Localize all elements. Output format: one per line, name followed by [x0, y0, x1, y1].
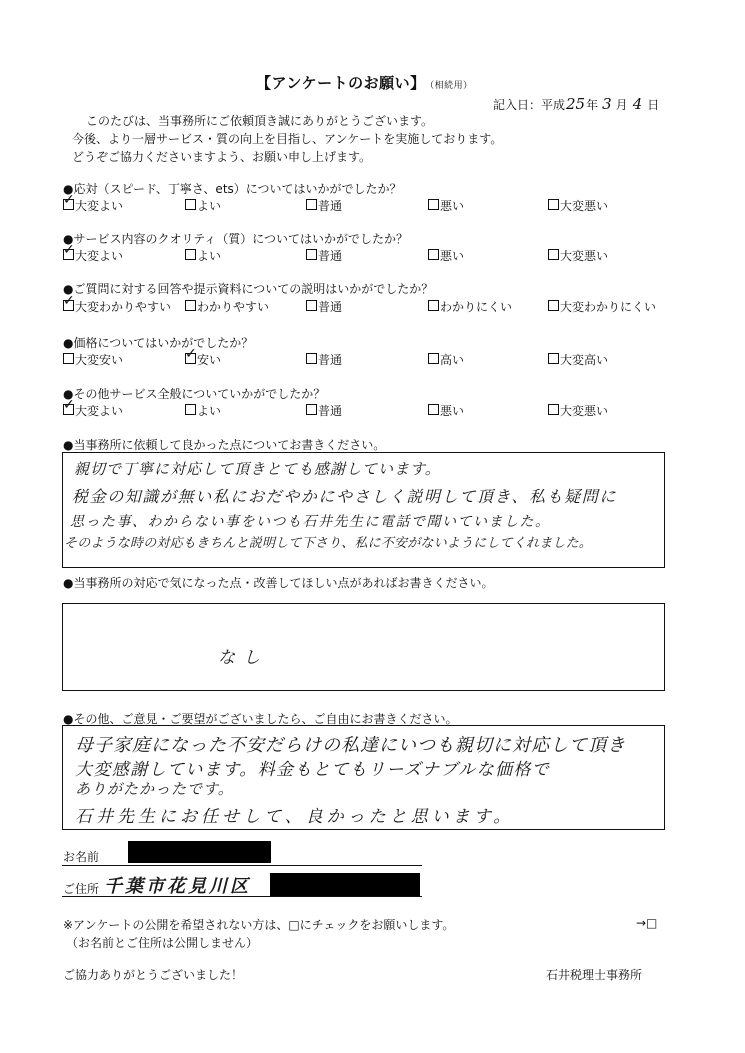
other-heading: ●その他、ご意見・ご要望がございましたら、ご自由にお書きください。 [63, 712, 458, 726]
question-3: ●ご質問に対する回答や提示資料についての説明はいかがでしたか？ [63, 282, 434, 296]
address-underline [62, 896, 422, 897]
name-label: お名前 [63, 850, 100, 864]
q2-option-5[interactable]: 大変悪い [548, 247, 608, 264]
date-day-unit: 日 [647, 98, 660, 112]
publication-optout-checkbox[interactable]: →□ [636, 916, 658, 930]
q3-option-3[interactable]: 普通 [306, 298, 342, 315]
checkbox[interactable] [185, 300, 196, 311]
checkbox-checked[interactable] [63, 249, 74, 260]
publication-note-sub: （お名前とご住所は公開しません） [66, 936, 259, 950]
thanks-text: ご協力ありがとうございました！ [63, 968, 244, 982]
checkbox-checked[interactable] [63, 199, 74, 210]
office-name: 石井税理士事務所 [546, 968, 643, 982]
other-line-2: 大変感謝しています。料金もとてもリーズナブルな価格で [75, 760, 551, 780]
checkbox-checked[interactable] [185, 353, 196, 364]
other-line-1: 母子家庭になった不安だらけの私達にいつも親切に対応して頂き [75, 735, 626, 756]
q2-option-3[interactable]: 普通 [306, 247, 342, 264]
checkbox[interactable] [548, 199, 559, 210]
name-redaction [128, 841, 271, 863]
improvements-answer: なし [218, 648, 268, 668]
title-subtitle: （相続用） [429, 81, 473, 91]
q3-option-1[interactable]: ✓大変わかりやすい [63, 298, 171, 315]
checkbox[interactable] [306, 300, 317, 311]
q2-option-4[interactable]: 悪い [428, 247, 464, 264]
publication-note: ※アンケートの公開を希望されない方は、□にチェックをお願いします。 [63, 918, 455, 932]
title-text: 【アンケートのお願い】 [256, 74, 426, 92]
question-2-options [63, 247, 683, 263]
q5-option-1[interactable]: ✓大変よい [63, 402, 123, 419]
checkbox[interactable] [306, 353, 317, 364]
checkbox-checked[interactable] [63, 404, 74, 415]
question-3-options [63, 298, 683, 314]
q1-option-1[interactable]: ✓大変よい [63, 197, 123, 214]
q2-option-2[interactable]: よい [185, 247, 221, 264]
q1-option-3[interactable]: 普通 [306, 197, 342, 214]
q5-option-5[interactable]: 大変悪い [548, 402, 608, 419]
q3-option-2[interactable]: わかりやすい [185, 298, 269, 315]
q1-option-2[interactable]: よい [185, 197, 221, 214]
q3-option-4[interactable]: わかりにくい [428, 298, 512, 315]
q4-option-4[interactable]: 高い [428, 351, 464, 368]
checkbox[interactable] [428, 353, 439, 364]
q1-option-5[interactable]: 大変悪い [548, 197, 608, 214]
question-4-options [63, 351, 683, 367]
good-points-heading: ●当事務所に依頼して良かった点についてお書きください。 [63, 438, 386, 452]
checkbox[interactable] [428, 404, 439, 415]
intro-line-2: 今後、より一層サービス・質の向上を目指し、アンケートを実施しております。 [72, 132, 503, 146]
q4-option-1[interactable]: 大変安い [63, 351, 123, 368]
date-year-unit: 年 [586, 98, 599, 112]
q5-option-2[interactable]: よい [185, 402, 221, 419]
date-label: 記入日：平成 [493, 98, 566, 112]
checkbox[interactable] [548, 300, 559, 311]
checkbox-checked[interactable] [63, 300, 74, 311]
checkbox[interactable] [428, 300, 439, 311]
improvements-box[interactable] [62, 603, 665, 691]
other-line-4: 石井先生にお任せして、良かったと思います。 [75, 807, 515, 827]
q4-option-5[interactable]: 大変高い [548, 351, 608, 368]
address-redaction [270, 873, 420, 896]
checkbox[interactable] [428, 199, 439, 210]
question-5: ●その他サービス全般についていかがでしたか？ [63, 387, 326, 401]
q1-option-4[interactable]: 悪い [428, 197, 464, 214]
date-year: 25 [566, 95, 586, 113]
q4-option-2[interactable]: ✓ 安い [185, 351, 221, 368]
question-1: ●応対（スピード、丁寧さ、ets）についてはいかがでしたか？ [63, 182, 402, 196]
name-underline [62, 865, 422, 866]
checkbox[interactable] [185, 199, 196, 210]
q5-option-4[interactable]: 悪い [428, 402, 464, 419]
q2-option-1[interactable]: ✓大変よい [63, 247, 123, 264]
checkbox[interactable] [548, 353, 559, 364]
address-label: ご住所 [63, 882, 100, 896]
good-points-line-4: そのような時の対応もきちんと説明して下さり、私に不安がないようにしてくれました。 [64, 536, 593, 551]
checkbox[interactable] [306, 404, 317, 415]
checkbox[interactable] [306, 249, 317, 260]
good-points-line-2: 税金の知識が無い私におだやかにやさしく説明して頂き、私も疑問に [72, 487, 617, 506]
improvements-heading: ●当事務所の対応で気になった点・改善してほしい点があればお書きください。 [63, 576, 494, 590]
checkbox[interactable] [185, 404, 196, 415]
date-month-unit: 月 [615, 98, 628, 112]
checkbox[interactable] [185, 249, 196, 260]
q3-option-5[interactable]: 大変わかりにくい [548, 298, 656, 315]
other-line-3: ありがたかったです。 [75, 780, 234, 798]
question-1-options [63, 197, 683, 213]
q5-option-3[interactable]: 普通 [306, 402, 342, 419]
intro-line-3: どうぞご協力くださいますよう、お願い申し上げます。 [72, 150, 372, 164]
survey-title [256, 72, 473, 93]
checkbox[interactable] [548, 404, 559, 415]
checkbox[interactable] [306, 199, 317, 210]
q4-option-3[interactable]: 普通 [306, 351, 342, 368]
question-2: ●サービス内容のクオリティ（質）についてはいかがでしたか？ [63, 232, 409, 246]
checkbox[interactable] [548, 249, 559, 260]
date-day: 4 [632, 95, 643, 113]
checkbox[interactable] [63, 353, 74, 364]
question-4: ●価格についてはいかがでしたか？ [63, 336, 254, 350]
date-month: 3 [602, 95, 612, 113]
intro-line-1: このたびは、当事務所にご依頼頂き誠にありがとうございます。 [86, 114, 434, 128]
address-value: 千葉市花見川区 [104, 876, 251, 897]
checkbox[interactable] [428, 249, 439, 260]
good-points-line-3: 思った事、わからない事をいつも石井先生に電話で聞いていました。 [70, 514, 551, 530]
question-5-options [63, 402, 683, 418]
good-points-line-1: 親切で丁寧に対応して頂きとても感謝しています。 [74, 460, 441, 478]
entry-date [493, 95, 659, 113]
